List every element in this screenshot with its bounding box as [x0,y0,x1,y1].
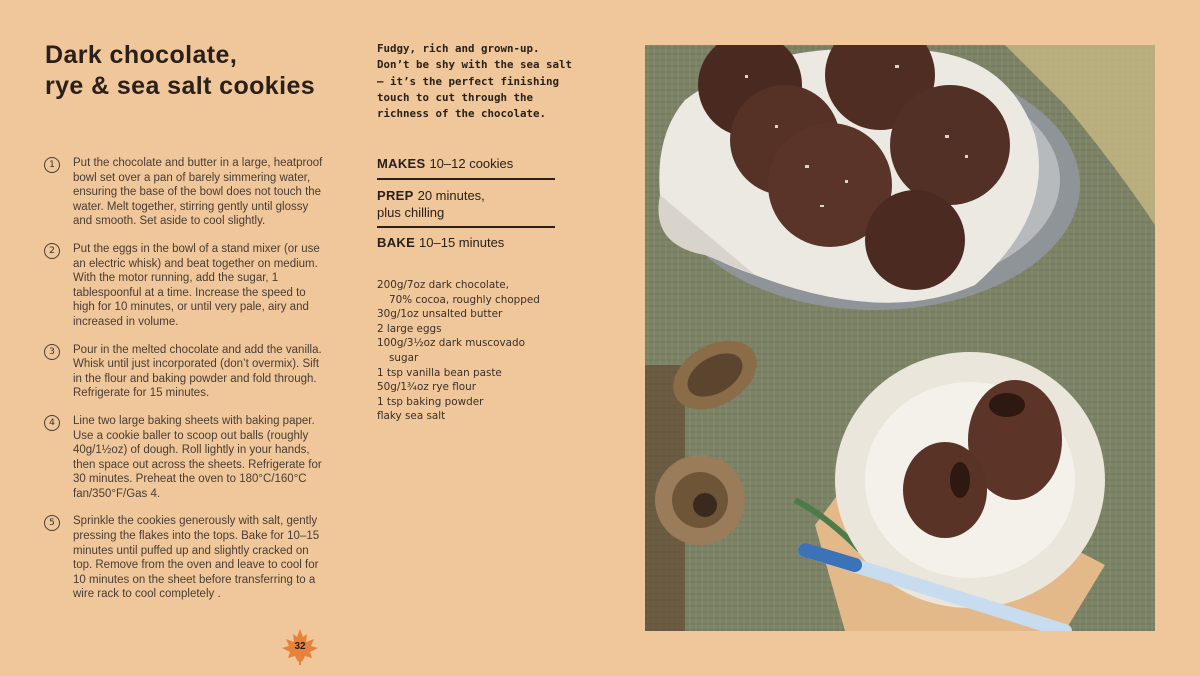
method-step [44,514,329,602]
step-text: Sprinkle the cookies generously with salt, gently pressing the flakes into the tops. Bake for 10–15 minutes until puffed up and slightly cracked on top. Remove from the oven and leave to cool for 10 minutes on the sheet before transferring to a wire rack to cool completely . [73,515,320,601]
bake-info [377,235,555,250]
prep-info [377,187,555,221]
step-number-icon: 5 [44,515,60,531]
ingredient-item: flaky sea salt [377,410,446,423]
prep-value-2: plus chilling [377,205,445,220]
page-number: 32 [294,641,306,652]
step-number-icon: 1 [44,157,60,173]
cookie-photo [645,45,1155,631]
method-steps [44,156,329,615]
ingredient-item: 200g/7oz dark chocolate, [377,279,509,291]
recipe-title [45,40,355,102]
cookie-photo-illustration [645,45,1155,631]
intro-line: – it’s the perfect finishing [377,74,560,88]
step-number-icon: 2 [44,243,60,259]
step-text: Line two large baking sheets with baking paper. Use a cookie baller to scoop out balls (roughly 40g/1½oz) of dough. Roll lightly in your hands, then space out across the sheets. Refrigerate for 30 minutes. Preheat the oven to 180°C/160°C fan/350°F/Gas 4. [73,414,322,500]
method-step [44,343,329,401]
ingredient-item: 30g/1oz unsalted butter [377,308,503,321]
makes-value: 10–12 cookies [429,156,514,171]
step-text: Pour in the melted chocolate and add the vanilla. Whisk until just incorporated (don’t overmix). Sift in the flour and baking powder and fold through. Refrigerate for 15 minutes. [73,343,322,400]
makes-info [377,156,555,171]
title-line-2: rye & sea salt cookies [45,72,316,100]
intro-line: richness of the chocolate. [377,107,547,121]
intro-line: touch to cut through the [377,90,534,104]
method-step [44,242,329,330]
recipe-intro [377,41,577,122]
ingredient-item: 1 tsp vanilla bean paste [377,366,502,379]
intro-line: Fudgy, rich and grown-up. [377,42,540,55]
ingredient-item: 1 tsp baking powder [377,395,484,408]
step-text: Put the chocolate and butter in a large, heatproof bowl set over a pan of barely simmering water, ensuring the base of the bowl does not touch the water. Melt together, stirring gently until glossy and smooth. Set aside to cool slightly. [73,157,323,228]
ingredients-list [377,278,577,424]
divider [377,178,555,180]
ingredient-item: 100g/3½oz dark muscovado [377,337,525,350]
page-number-badge [281,628,319,666]
ingredient-item: 2 large eggs [377,322,442,335]
makes-label: MAKES [377,156,426,171]
prep-label: PREP [377,188,414,203]
step-text: Put the eggs in the bowl of a stand mixer (or use an electric whisk) and beat together on medium. With the motor running, add the sugar, 1 tablespoonful at a time. Increase the speed to high for 10 minutes, or until very pale, airy and increased in volume. [73,242,320,328]
prep-value-1: 20 minutes, [417,188,485,203]
title-line-1: Dark chocolate, [45,41,238,69]
bake-value: 10–15 minutes [419,235,505,250]
ingredient-item: 50g/1¾oz rye flour [377,381,476,394]
step-number-icon: 4 [44,415,60,431]
ingredient-item: 70% cocoa, roughly chopped [389,293,540,306]
method-step [44,156,329,229]
bake-label: BAKE [377,235,416,250]
method-step [44,414,329,502]
step-number-icon: 3 [44,344,60,360]
divider [377,226,555,228]
intro-line: Don’t be shy with the sea salt [377,58,573,72]
ingredient-item: sugar [389,351,419,364]
